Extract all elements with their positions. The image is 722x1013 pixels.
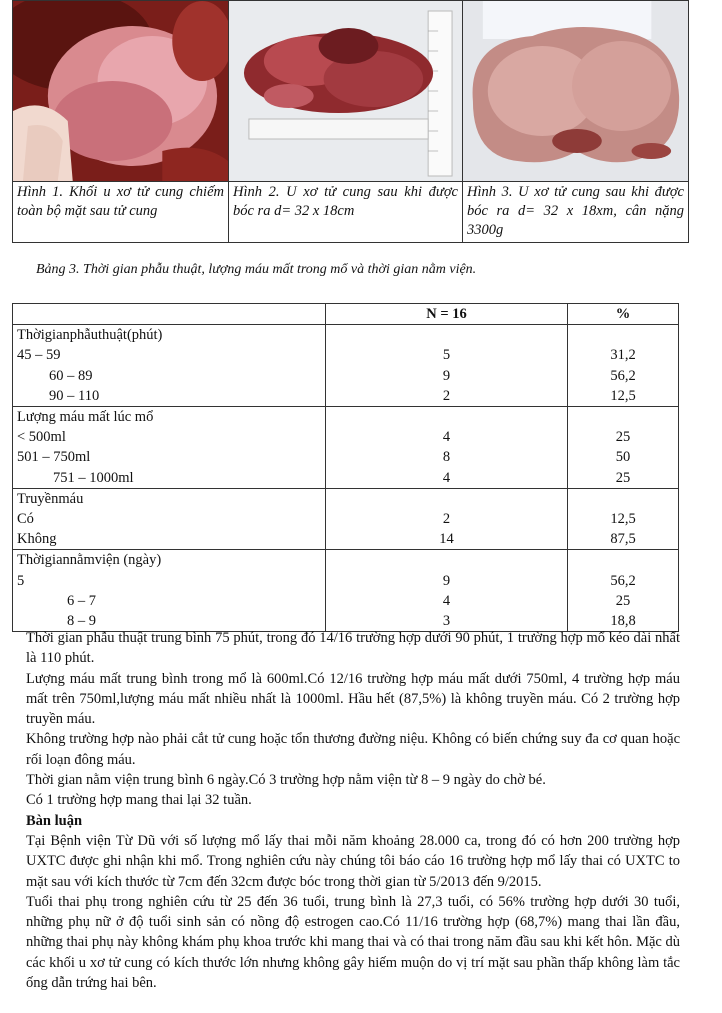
row-label: < 500ml	[13, 427, 326, 447]
figure-2-caption: Hình 2. U xơ tử cung sau khi được bóc ra d= 32 x 18cm	[233, 184, 458, 219]
table-row	[13, 591, 679, 611]
row-label: Có	[13, 509, 326, 529]
row-count: 3	[326, 611, 568, 632]
row-count: 5	[326, 345, 568, 365]
body-text	[26, 628, 680, 993]
paragraph: Tuổi thai phụ trong nghiên cứu từ 25 đến 36 tuổi, trung bình là 27,3 tuổi, có 56% trường hợp dưới 30 tuổi, những phụ nữ ở độ tuổi sinh sản có nồng độ estrogen cao.Có 11/16 trường hợp (68,7%) mang thai lần đầu, những thai phụ này không khám phụ khoa trước khi mang thai và có thai trong năm đầu sau khi kết hôn. Mặc dù các khối u xơ tử cung có kích thước lớn nhưng không gây hiếm muộn do vị trí mặt sau phần thấp không làm tắc ống dẫn trứng hai bên.	[26, 893, 680, 992]
row-percent: 18,8	[568, 611, 679, 632]
row-percent: 31,2	[568, 345, 679, 365]
table-row	[13, 529, 679, 550]
row-percent: 87,5	[568, 529, 679, 550]
table-row	[13, 427, 679, 447]
results-table	[12, 303, 679, 632]
row-percent	[568, 488, 679, 509]
paragraph: Có 1 trường hợp mang thai lại 32 tuần.	[26, 792, 252, 809]
row-count: 4	[326, 468, 568, 489]
row-count	[326, 406, 568, 427]
row-label: 90 – 110	[13, 386, 326, 407]
table-group-row	[13, 550, 679, 571]
row-count: 9	[326, 366, 568, 386]
figure-3-photo	[463, 1, 688, 181]
row-label: Thờigianphẫuthuật(phút)	[13, 325, 326, 346]
row-label: Lượng máu mất lúc mổ	[13, 406, 326, 427]
row-percent: 25	[568, 468, 679, 489]
row-count: 2	[326, 386, 568, 407]
row-percent: 25	[568, 591, 679, 611]
row-label: 751 – 1000ml	[13, 468, 326, 489]
table-group-row	[13, 406, 679, 427]
row-percent: 50	[568, 447, 679, 467]
row-count: 8	[326, 447, 568, 467]
table-header-blank	[13, 304, 326, 325]
table-row	[13, 468, 679, 489]
row-percent	[568, 325, 679, 346]
row-percent: 25	[568, 427, 679, 447]
row-percent: 56,2	[568, 570, 679, 590]
table-title: Bảng 3. Thời gian phẫu thuật, lượng máu mất trong mổ và thời gian nằm viện.	[36, 262, 477, 277]
row-count: 4	[326, 591, 568, 611]
figure-1-caption: Hình 1. Khối u xơ tử cung chiếm toàn bộ mặt sau tử cung	[17, 184, 224, 219]
paragraph: Không trường hợp nào phải cắt tử cung hoặc tổn thương đường niệu. Không có biến chứng suy đa cơ quan hoặc rối loạn đông máu.	[26, 731, 680, 768]
row-count: 4	[326, 427, 568, 447]
row-count	[326, 488, 568, 509]
table-row	[13, 386, 679, 407]
figure-2-cell	[229, 1, 463, 182]
figure-3-cell	[463, 1, 689, 182]
figure-3-caption: Hình 3. U xơ tử cung sau khi được bóc ra d= 32 x 18xm, cân nặng 3300g	[467, 184, 684, 238]
row-percent: 56,2	[568, 366, 679, 386]
row-label: Không	[13, 529, 326, 550]
figure-1-photo	[13, 1, 228, 181]
table-group-row	[13, 325, 679, 346]
table-row	[13, 345, 679, 365]
row-label: 8 – 9	[13, 611, 326, 632]
row-percent	[568, 406, 679, 427]
paragraph: Lượng máu mất trung bình trong mổ là 600ml.Có 12/16 trường hợp máu mất dưới 750ml, 4 trường hợp máu mất trên 750ml,lượng máu mất nhiều nhất là 1000ml. Hầu hết (87,5%) là không truyền máu. Có 2 trường hợp truyền máu.	[26, 670, 680, 728]
row-label: 6 – 7	[13, 591, 326, 611]
figure-panel	[12, 0, 689, 241]
specimen-tray-image	[463, 1, 688, 181]
section-heading: Bàn luận	[26, 812, 83, 829]
row-label: Truyềnmáu	[13, 488, 326, 509]
surgical-field-image	[13, 1, 228, 181]
table-header-percent: %	[568, 304, 679, 325]
row-percent: 12,5	[568, 386, 679, 407]
row-label: 501 – 750ml	[13, 447, 326, 467]
table-row	[13, 570, 679, 590]
table-row	[13, 447, 679, 467]
row-count: 9	[326, 570, 568, 590]
row-count	[326, 325, 568, 346]
row-label: 60 – 89	[13, 366, 326, 386]
row-label: Thờigiannằmviện (ngày)	[13, 550, 326, 571]
row-label: 5	[13, 570, 326, 590]
paragraph: Tại Bệnh viện Từ Dũ với số lượng mổ lấy thai mỗi năm khoảng 28.000 ca, trong đó có hơn 200 trường hợp UXTC được ghi nhận khi mổ. Trong nghiên cứu này chúng tôi báo cáo 16 trường hợp mổ lấy thai có UXTC to mặt sau với kích thước từ 7cm đến 32cm được bóc trong thời gian từ 5/2013 đến 9/2015.	[26, 832, 680, 890]
row-label: 45 – 59	[13, 345, 326, 365]
table-row	[13, 509, 679, 529]
table-header-n: N = 16	[326, 304, 568, 325]
row-count: 14	[326, 529, 568, 550]
row-count: 2	[326, 509, 568, 529]
row-percent: 12,5	[568, 509, 679, 529]
paragraph: Thời gian nằm viện trung bình 6 ngày.Có 3 trường hợp nằm viện từ 8 – 9 ngày do chờ bé.	[26, 772, 546, 789]
specimen-ruler-image	[229, 1, 462, 181]
row-percent	[568, 550, 679, 571]
table-row	[13, 366, 679, 386]
paragraph: Thời gian phẫu thuật trung bình 75 phút, trong đó 14/16 trường hợp dưới 90 phút, 1 trường hợp mổ kéo dài nhất là 110 phút.	[26, 630, 680, 667]
figure-1-cell	[13, 1, 229, 182]
figure-2-photo	[229, 1, 462, 181]
table-group-row	[13, 488, 679, 509]
row-count	[326, 550, 568, 571]
